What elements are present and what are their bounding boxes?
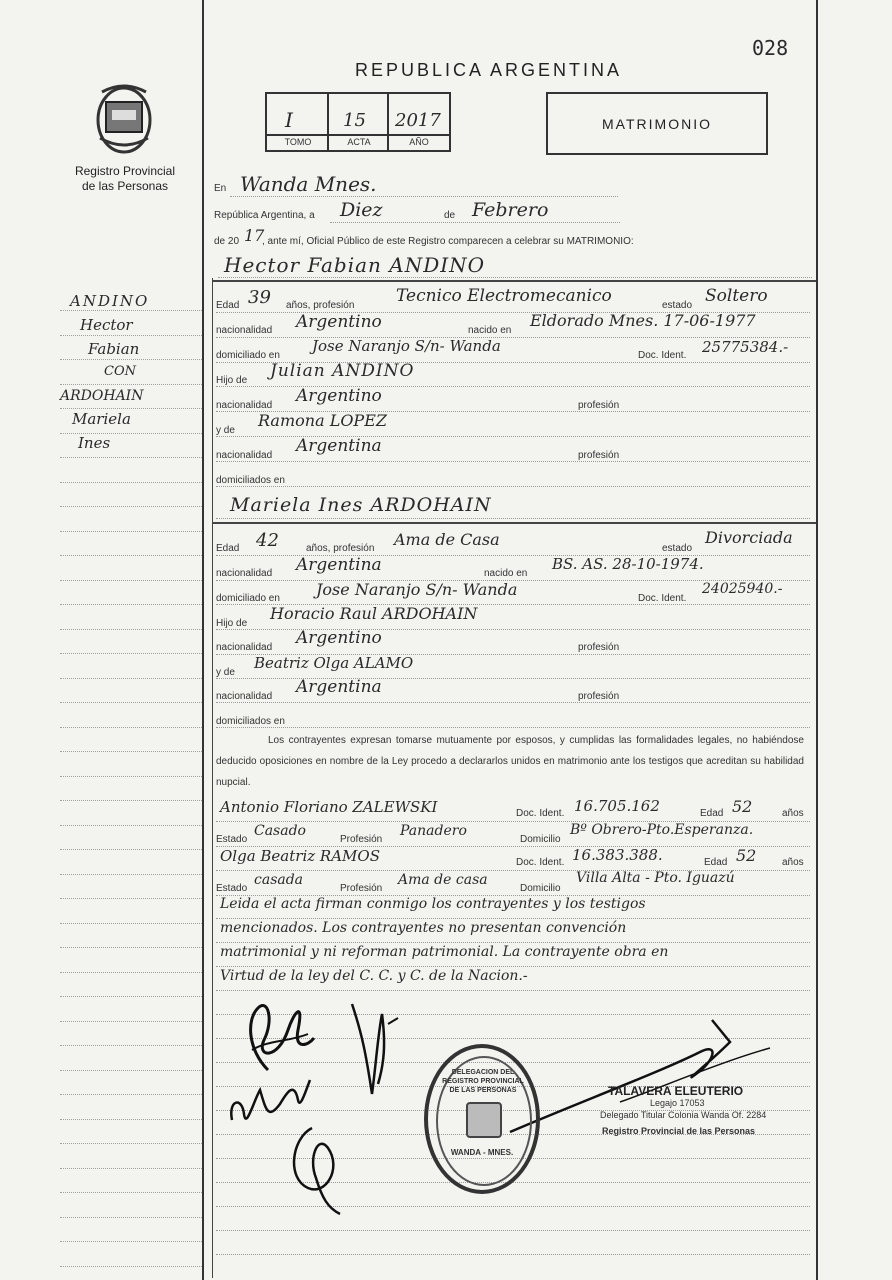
place-value: Wanda Mnes.: [240, 172, 377, 196]
section-divider-2: [212, 522, 816, 524]
anio-label: AÑO: [409, 137, 429, 147]
margin-rule: [60, 1143, 202, 1144]
margin-rule: [60, 1217, 202, 1218]
official-stamp: [424, 1044, 540, 1194]
margin-rule: [60, 506, 202, 507]
blank-rule: [216, 1254, 810, 1255]
margin-note-line-3: Fabian: [88, 340, 140, 358]
c2-nacido: BS. AS. 28-10-1974.: [552, 555, 704, 573]
stamp-ring-text: DELEGACION DEL REGISTRO PROVINCIAL DE LAS PERSONAS: [442, 1069, 524, 1094]
margin-rule: [60, 898, 202, 899]
margin-rule: [60, 359, 202, 360]
t2-doc: 16.383.388.: [572, 846, 663, 864]
act-type-box: [546, 92, 768, 155]
obs-line-4: Virtud de la ley del C. C. y C. de la Nacion.-: [220, 968, 528, 984]
margin-rule: [60, 1192, 202, 1193]
stamp-center-emblem: [466, 1102, 502, 1138]
obs-line-2: mencionados. Los contrayentes no presentan convención: [220, 920, 627, 936]
official-registro: Registro Provincial de las Personas: [602, 1126, 756, 1136]
acta-label: ACTA: [347, 137, 371, 147]
c2-profesion: Ama de Casa: [394, 530, 500, 549]
margin-rule: [60, 996, 202, 997]
margin-rule: [60, 1119, 202, 1120]
day-value: Diez: [340, 199, 383, 221]
c2-edad: 42: [256, 530, 279, 551]
margin-rule: [60, 727, 202, 728]
margin-rule: [60, 1021, 202, 1022]
t1-profesion: Panadero: [400, 823, 467, 839]
t1-domicilio: Bº Obrero-Pto.Esperanza.: [570, 822, 754, 838]
official-cargo: Delegado Titular Colonia Wanda Of. 2284: [600, 1110, 767, 1120]
c2-doc: 24025940.-: [702, 581, 783, 597]
right-border-line: [816, 0, 818, 1280]
margin-rule: [60, 947, 202, 948]
official-legajo: Legajo 17053: [650, 1098, 705, 1108]
c2-domicilio: Jose Naranjo S/n- Wanda: [316, 580, 518, 599]
margin-rule: [60, 1070, 202, 1071]
republica-label: República Argentina, a: [214, 210, 315, 221]
tomo-value: I: [285, 108, 293, 132]
de20-label: de 20: [214, 236, 240, 247]
form-left-line: [212, 278, 213, 1278]
margin-rule: [60, 629, 202, 630]
margin-rule: [60, 972, 202, 973]
c1-padre: Julian ANDINO: [270, 361, 415, 381]
country-title: REPUBLICA ARGENTINA: [355, 60, 623, 80]
margin-rule: [60, 604, 202, 605]
official-name: TALAVERA ELEUTERIO: [608, 1084, 744, 1098]
anio-value: 2017: [395, 110, 441, 131]
margin-rule: [60, 702, 202, 703]
c2-padre-nac: Argentino: [296, 628, 382, 648]
margin-rule: [60, 825, 202, 826]
t2-estado: casada: [254, 872, 304, 888]
c1-edad: 39: [248, 287, 271, 308]
margin-rule: [60, 335, 202, 336]
registry-line-2: de las Personas: [81, 179, 169, 193]
t1-estado: Casado: [254, 823, 306, 839]
t2-profesion: Ama de casa: [398, 872, 488, 888]
act-type-label: MATRIMONIO: [602, 116, 712, 132]
document-number: 028: [752, 36, 789, 60]
c1-padre-nac: Argentino: [296, 386, 382, 406]
margin-rule: [60, 482, 202, 483]
c1-doc: 25775384.-: [702, 338, 789, 356]
margin-note-line-7: Ines: [78, 434, 111, 452]
c2-estado: Divorciada: [705, 528, 793, 547]
c2-nacionalidad: Argentina: [296, 555, 382, 575]
margin-rule: [60, 1045, 202, 1046]
margin-note-line-4: CON: [104, 364, 136, 379]
section-divider-1: [212, 280, 816, 282]
margin-rule: [60, 849, 202, 850]
contrayente1-name: Hector Fabian ANDINO: [224, 253, 486, 277]
registry-name: [62, 164, 188, 194]
margin-rule: [60, 310, 202, 311]
margin-note-line-6: Mariela: [72, 410, 131, 428]
margin-rule: [60, 874, 202, 875]
margin-rule: [60, 923, 202, 924]
c1-profesion: Tecnico Electromecanico: [396, 286, 612, 306]
c2-madre: Beatriz Olga ALAMO: [254, 654, 414, 672]
margin-rule: [60, 433, 202, 434]
c1-nacionalidad: Argentino: [296, 312, 382, 332]
act-number-box: [265, 92, 451, 152]
margin-rule: [60, 800, 202, 801]
margin-rule: [60, 531, 202, 532]
en-label: En: [214, 183, 227, 194]
year-suffix: 17: [244, 226, 265, 245]
registry-line-1: Registro Provincial: [74, 164, 176, 178]
t1-doc: 16.705.162: [574, 797, 660, 815]
obs-line-1: Leida el acta firman conmigo los contrayentes y los testigos: [220, 896, 646, 912]
ante-text: , ante mí, Oficial Público de este Registro comparecen a celebrar su MATRIMONIO:: [262, 236, 634, 247]
t1-nombre: Antonio Floriano ZALEWSKI: [220, 798, 438, 816]
margin-rule: [60, 776, 202, 777]
c1-madre: Ramona LOPEZ: [258, 411, 387, 430]
de-label: de: [444, 210, 456, 221]
left-margin-line: [202, 0, 204, 1280]
certificate-page: 028 REPUBLICA ARGENTINA Registro Provincial de las Personas I 15 2017 TOMO ACTA AÑO MATRIMONIO En Wanda Mnes. República Argentina, a Diez de Febrero de 20 17 , ante mí, Oficial Público de este Registro comparecen a celebrar su MATRIMONIO: Hector Fabian ANDINO Edad 39 años, profesión Tecnico Electromecanico estado Soltero nacionalidad Argentino nacido en Eldorado Mnes. 17-06-1977 domiciliado en Jose Naranjo S/n- Wanda Doc. Ident. 25775384.- Hijo de Julian ANDINO nacionalidad Argentino profesión y de Ramona LOPEZ nacionalidad Argentina profesión domiciliados en Mariela Ines ARDOHAIN Edad 42 años, profesión Ama de Casa estado Divorciada nacionalidad Argentina nacido en BS. AS. 28-10-1974. domiciliado en Jose Naranjo S/n- Wanda Doc. Ident. 24025940.- Hijo de Horacio Raul ARDOHAIN nacionalidad Argentino profesión y de Beatriz Olga ALAMO nacionalidad Argentina profesión domiciliados en Los contrayentes expresan tomarse mutuamente por esposos, y cumplidas las formalidades legales, no habiéndose deducido oposiciones en nombre de la Ley procedo a declararlos unidos en matrimonio ante los testigos que acreditan su habilidad nupcial. Antonio Floriano ZALEWSKI Doc. Ident. 16.705.162 Edad 52 años Estado Casado Profesión Panadero Domicilio Bº Obrero-Pto.Esperanza. Olga Beatriz RAMOS Doc. Ident. 16.383.388. Edad 52 años Estado casada Profesión Ama de casa Domicilio Villa Alta - Pto. Iguazú Leida el acta firman conmigo los contrayentes y los testigos mencionados. Los contrayentes no presentan convención matrimonial y ni reforman patrimonial. La contrayente obra en Virtud de la ley del C. C. y C. de la Nacion.- ANDINO Hector Fabian CON ARDOHAIN Mariela Ines DELEGACION DEL REGISTRO PROVINCIAL DE LAS PERSONAS WANDA - MNES. TALAVERA ELEUTERIO Legajo 17053 Delegado Titular Colonia Wanda Of. 2284 Registro Provincial de las Personas: [0, 0, 892, 1280]
t2-edad: 52: [736, 846, 757, 865]
tomo-label: TOMO: [284, 137, 312, 147]
margin-rule: [60, 1168, 202, 1169]
margin-rule: [60, 751, 202, 752]
margin-rule: [60, 457, 202, 458]
c2-padre: Horacio Raul ARDOHAIN: [270, 604, 478, 623]
margin-rule: [60, 678, 202, 679]
contrayente2-name: Mariela Ines ARDOHAIN: [230, 494, 492, 516]
acta-value: 15: [343, 110, 366, 131]
margin-rule: [60, 1241, 202, 1242]
signature-2: [342, 994, 402, 1104]
c1-domicilio: Jose Naranjo S/n- Wanda: [312, 337, 501, 355]
t2-nombre: Olga Beatriz RAMOS: [220, 847, 380, 865]
signature-1: [238, 990, 318, 1080]
margin-rule: [60, 408, 202, 409]
t2-domicilio: Villa Alta - Pto. Iguazú: [576, 870, 735, 886]
margin-note-line-5: ARDOHAIN: [60, 388, 144, 404]
official-signature: [500, 1012, 780, 1142]
c1-estado: Soltero: [705, 286, 768, 306]
stamp-bottom-text: WANDA - MNES.: [450, 1148, 514, 1157]
signature-4: [282, 1118, 352, 1218]
t1-edad: 52: [732, 797, 753, 816]
margin-note-line-2: Hector: [80, 316, 133, 334]
margin-rule: [60, 1094, 202, 1095]
margin-note-line-1: ANDINO: [70, 292, 150, 310]
blank-rule: [216, 1230, 810, 1231]
obs-line-3: matrimonial y ni reforman patrimonial. La contrayente obra en: [220, 944, 669, 960]
c1-madre-nac: Argentina: [296, 436, 382, 456]
coat-of-arms-emblem: [92, 80, 156, 156]
margin-rule: [60, 1266, 202, 1267]
margin-rule: [60, 384, 202, 385]
declaration-paragraph: Los contrayentes expresan tomarse mutuamente por esposos, y cumplidas las formalidades legales, no habiéndose deducido oposiciones en nombre de la Ley procedo a declararlos unidos en matrimonio ante los testigos que acreditan su habilidad nupcial.: [216, 735, 804, 788]
margin-rule: [60, 555, 202, 556]
c2-madre-nac: Argentina: [296, 677, 382, 697]
margin-rule: [60, 653, 202, 654]
c1-nacido: Eldorado Mnes. 17-06-1977: [530, 311, 756, 330]
month-value: Febrero: [472, 199, 549, 221]
margin-rule: [60, 580, 202, 581]
